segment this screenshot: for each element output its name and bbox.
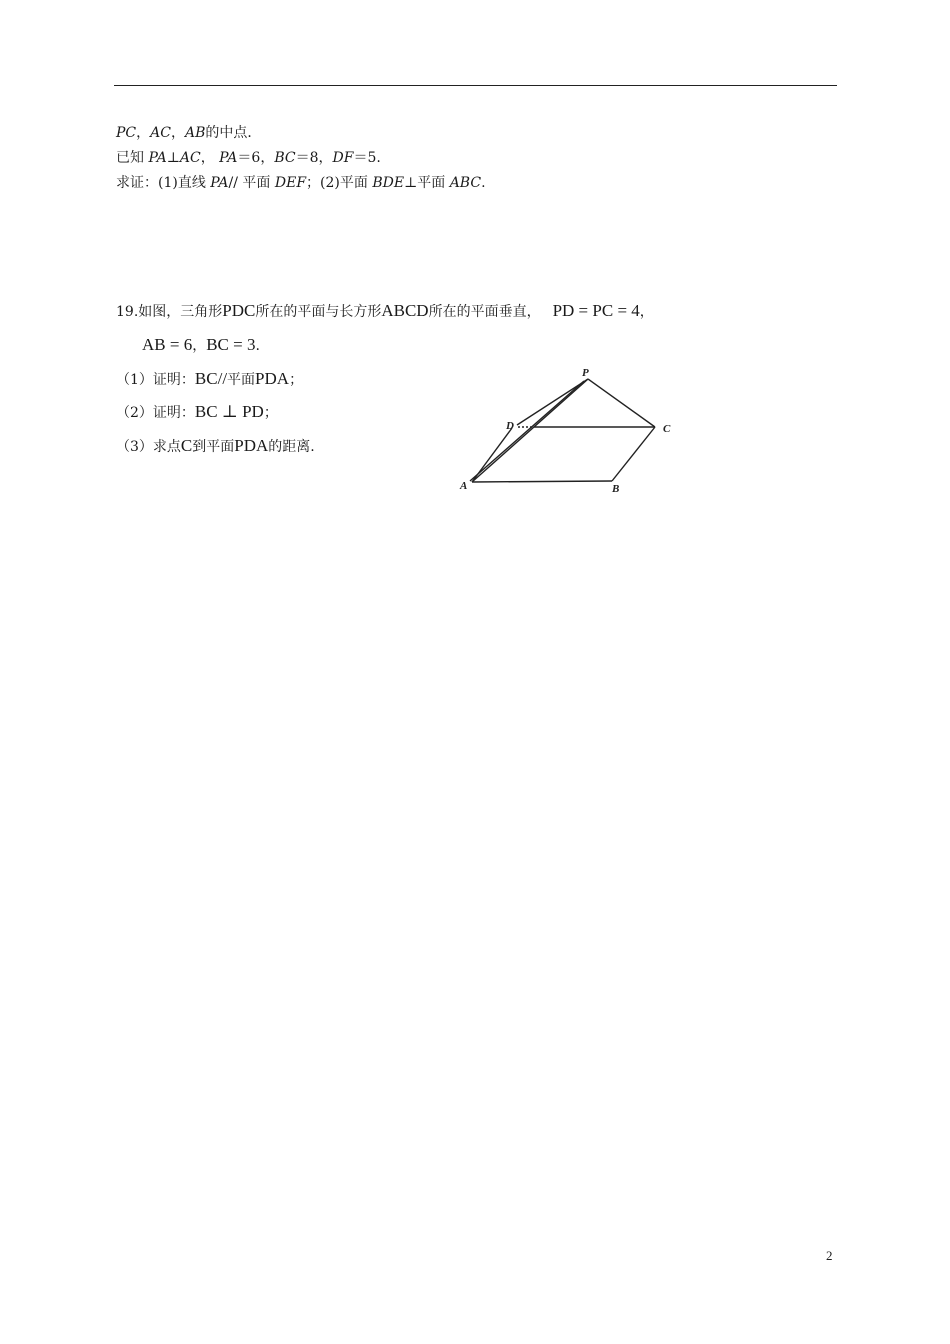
prev-line-1 [116, 124, 261, 142]
question-1 [116, 370, 303, 389]
problem-19-intro [116, 302, 654, 321]
text: 的距离. [268, 439, 315, 455]
var-pa: PA [210, 175, 229, 191]
label-b: B [612, 483, 620, 495]
text: ＝8， [295, 150, 333, 166]
var-pa: PA [148, 150, 167, 166]
pyramid-figure [450, 362, 690, 502]
label-d: D [506, 420, 514, 432]
text: ， [192, 338, 207, 354]
edge-pc [588, 379, 655, 427]
math-pd-pc: PD = PC = 4 [552, 301, 640, 320]
var-bde: BDE [372, 175, 405, 191]
problem-19-given [142, 336, 260, 355]
var-ac: AC [179, 150, 201, 166]
label-c: C [663, 423, 671, 435]
math-bc-parallel: BC// [194, 369, 228, 388]
text: . [481, 175, 486, 191]
punct: ， [136, 125, 151, 141]
var-bc: BC [274, 150, 296, 166]
text: 所在的平面垂直， [428, 304, 541, 320]
math-bc: BC = 3 [206, 335, 256, 354]
text: ； [263, 405, 278, 421]
text: ＝5. [353, 150, 381, 166]
text: 到平面 [192, 439, 235, 455]
text: ；(2)平面 [306, 175, 373, 191]
math-abcd: ABCD [381, 301, 429, 320]
text: 的中点． [205, 125, 262, 141]
var-def: DEF [274, 175, 307, 191]
text: // 平面 [228, 175, 275, 191]
math-c: C [180, 436, 193, 455]
var-df: DF [332, 150, 354, 166]
text: ， [639, 304, 654, 320]
math-bc-perp-pd: BC ⊥ PD [194, 402, 264, 421]
text: ⊥平面 [404, 175, 450, 191]
question-2 [116, 403, 278, 422]
edge-pa-1 [472, 379, 588, 482]
var-pc: PC [116, 125, 137, 141]
edge-bc [612, 427, 655, 481]
text: ； [289, 372, 304, 388]
math-ab: AB = 6 [142, 335, 193, 354]
punct: ， [200, 150, 220, 166]
question-3 [116, 437, 315, 456]
var-pa: PA [219, 150, 238, 166]
prev-line-2 [116, 149, 381, 167]
var-ab: AB [184, 125, 206, 141]
question-label: （2）证明： [116, 405, 195, 421]
question-label: （1）证明： [116, 372, 195, 388]
header-rule [114, 85, 837, 86]
text: 如图，三角形 [138, 304, 223, 320]
text: 求证：(1)直线 [116, 175, 211, 191]
punct: ， [170, 125, 185, 141]
edge-ab [472, 481, 612, 482]
math-pda: PDA [234, 436, 269, 455]
text: 已知 [116, 150, 149, 166]
math-pda: PDA [255, 369, 290, 388]
var-ac: AC [150, 125, 171, 141]
text: 平面 [227, 372, 256, 388]
label-a: A [460, 480, 468, 492]
perp-symbol: ⊥ [166, 150, 180, 166]
text: . [255, 338, 260, 354]
question-label: （3）求点 [116, 439, 181, 455]
text: 所在的平面与长方形 [255, 304, 382, 320]
edge-pd [517, 379, 588, 425]
var-abc: ABC [449, 175, 482, 191]
edge-da [472, 428, 512, 482]
text: ＝6， [237, 150, 275, 166]
label-p: P [582, 367, 589, 379]
prev-line-3 [116, 174, 486, 192]
page-number: 2 [826, 1248, 833, 1263]
edge-pa-2 [470, 381, 584, 481]
problem-number: 19. [116, 304, 139, 320]
math-pdc: PDC [222, 301, 256, 320]
